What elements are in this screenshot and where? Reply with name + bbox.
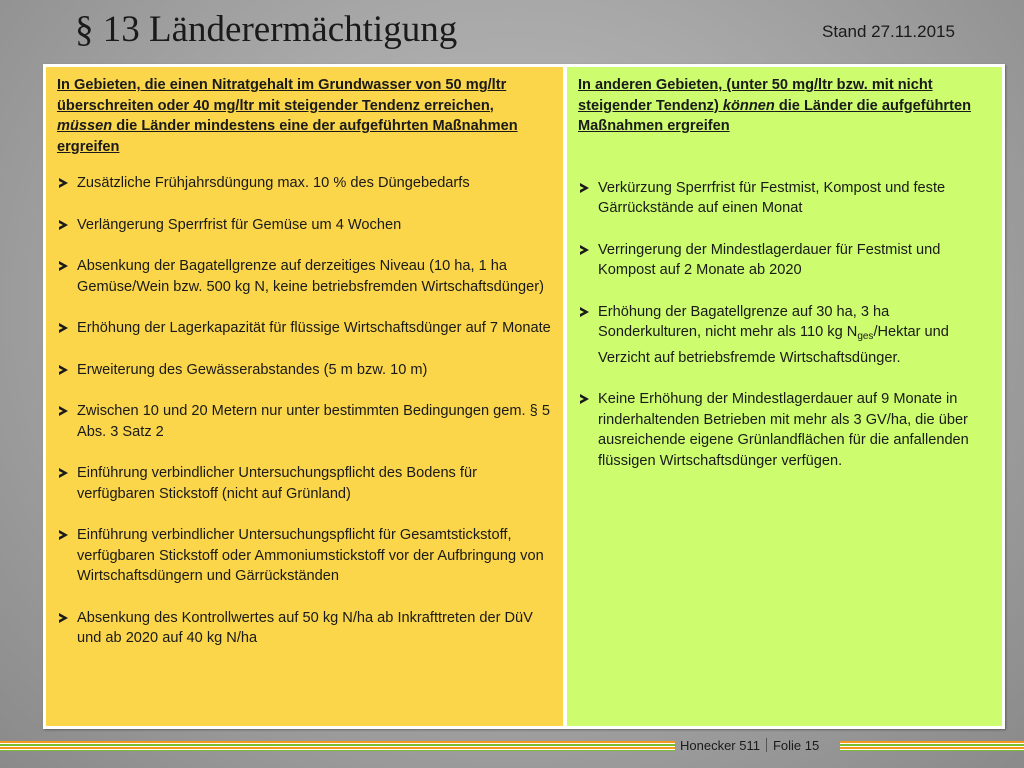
date-stamp: Stand 27.11.2015: [822, 22, 955, 41]
arrow-bullet-icon: [59, 220, 68, 230]
slide-footer: [680, 738, 819, 753]
list-item: Keine Erhöhung der Mindestlagerdauer auf 9 Monate in rinderhaltenden Betrieben mit mehr als 3 GV/ha, die über ausreichende eigene Grünlandflächen für die anfallenden flüssigen Wirtschaftsdünger verfügen.: [578, 389, 992, 471]
list-item: Zwischen 10 und 20 Metern nur unter bestimmten Bedingungen gem. § 5 Abs. 3 Satz 2: [57, 401, 553, 442]
measures-table: [43, 64, 1005, 729]
slide-title: § 13 Länderermächtigung: [75, 9, 458, 50]
list-item: Verkürzung Sperrfrist für Festmist, Kompost und feste Gärrückstände auf einen Monat: [578, 178, 992, 219]
arrow-bullet-icon: [59, 365, 68, 375]
list-item: Einführung verbindlicher Untersuchungspflicht für Gesamtstickstoff, verfügbaren Stickstoff oder Ammoniumstickstoff vor der Aufbringung von Wirtschaftsdüngern und Gärrückständen: [57, 525, 553, 587]
optional-measures-column: [567, 67, 1002, 726]
list-item: Zusätzliche Frühjahrsdüngung max. 10 % des Düngebedarfs: [57, 173, 553, 194]
optional-intro: In anderen Gebieten, (unter 50 mg/ltr bzw. mit nicht steigender Tendenz) können die Länder die aufgeführten Maßnahmen ergreifen: [578, 77, 972, 134]
arrow-bullet-icon: [59, 323, 68, 333]
list-item: Verringerung der Mindestlagerdauer für Festmist und Kompost auf 2 Monate ab 2020: [578, 240, 992, 281]
list-item: Einführung verbindlicher Untersuchungspflicht des Bodens für verfügbaren Stickstoff (nicht auf Grünland): [57, 463, 553, 504]
list-item: Erhöhung der Bagatellgrenze auf 30 ha, 3 ha Sonderkulturen, nicht mehr als 110 kg $N_{ges}$/Hektar und Verzicht auf betriebsfremde Wirtschaftsdünger.: [578, 302, 992, 369]
list-item: Absenkung der Bagatellgrenze auf derzeitiges Niveau (10 ha, 1 ha Gemüse/Wein bzw. 500 kg N, keine betriebsfremden Wirtschaftsdünger): [57, 256, 553, 297]
arrow-bullet-icon: [59, 178, 68, 188]
optional-measures-list: [578, 178, 992, 472]
mandatory-measures-column: [46, 67, 563, 726]
list-item: Absenkung des Kontrollwertes auf 50 kg N/ha ab Inkrafttreten der DüV und ab 2020 auf 40 kg N/ha: [57, 608, 553, 649]
arrow-bullet-icon: [59, 406, 68, 416]
arrow-bullet-icon: [580, 245, 589, 255]
arrow-bullet-icon: [59, 530, 68, 540]
footer-stripes-right: [840, 741, 1024, 751]
mandatory-intro: In Gebieten, die einen Nitratgehalt im Grundwasser von 50 mg/ltr überschreiten oder 40 mg/ltr mit steigender Tendenz erreichen, müssen die Länder mindestens eine der aufgeführten Maßnahmen ergreifen: [57, 77, 518, 155]
list-item: Verlängerung Sperrfrist für Gemüse um 4 Wochen: [57, 215, 553, 236]
slide-number: Folie 15: [772, 738, 820, 753]
arrow-bullet-icon: [580, 307, 589, 317]
arrow-bullet-icon: [580, 183, 589, 193]
footer-stripes: [0, 741, 675, 751]
subscript-ges: ges: [857, 331, 874, 342]
arrow-bullet-icon: [59, 261, 68, 271]
arrow-bullet-icon: [580, 394, 589, 404]
arrow-bullet-icon: [59, 468, 68, 478]
mandatory-measures-list: [57, 173, 553, 649]
list-item: Erhöhung der Lagerkapazität für flüssige Wirtschaftsdünger auf 7 Monate: [57, 318, 553, 339]
list-item: Erweiterung des Gewässerabstandes (5 m bzw. 10 m): [57, 360, 553, 381]
emphasis-muessen: müssen: [57, 118, 113, 134]
arrow-bullet-icon: [59, 613, 68, 623]
footer-divider: [766, 738, 767, 752]
footer-author: Honecker 511: [680, 738, 760, 753]
emphasis-koennen: können: [722, 97, 775, 114]
